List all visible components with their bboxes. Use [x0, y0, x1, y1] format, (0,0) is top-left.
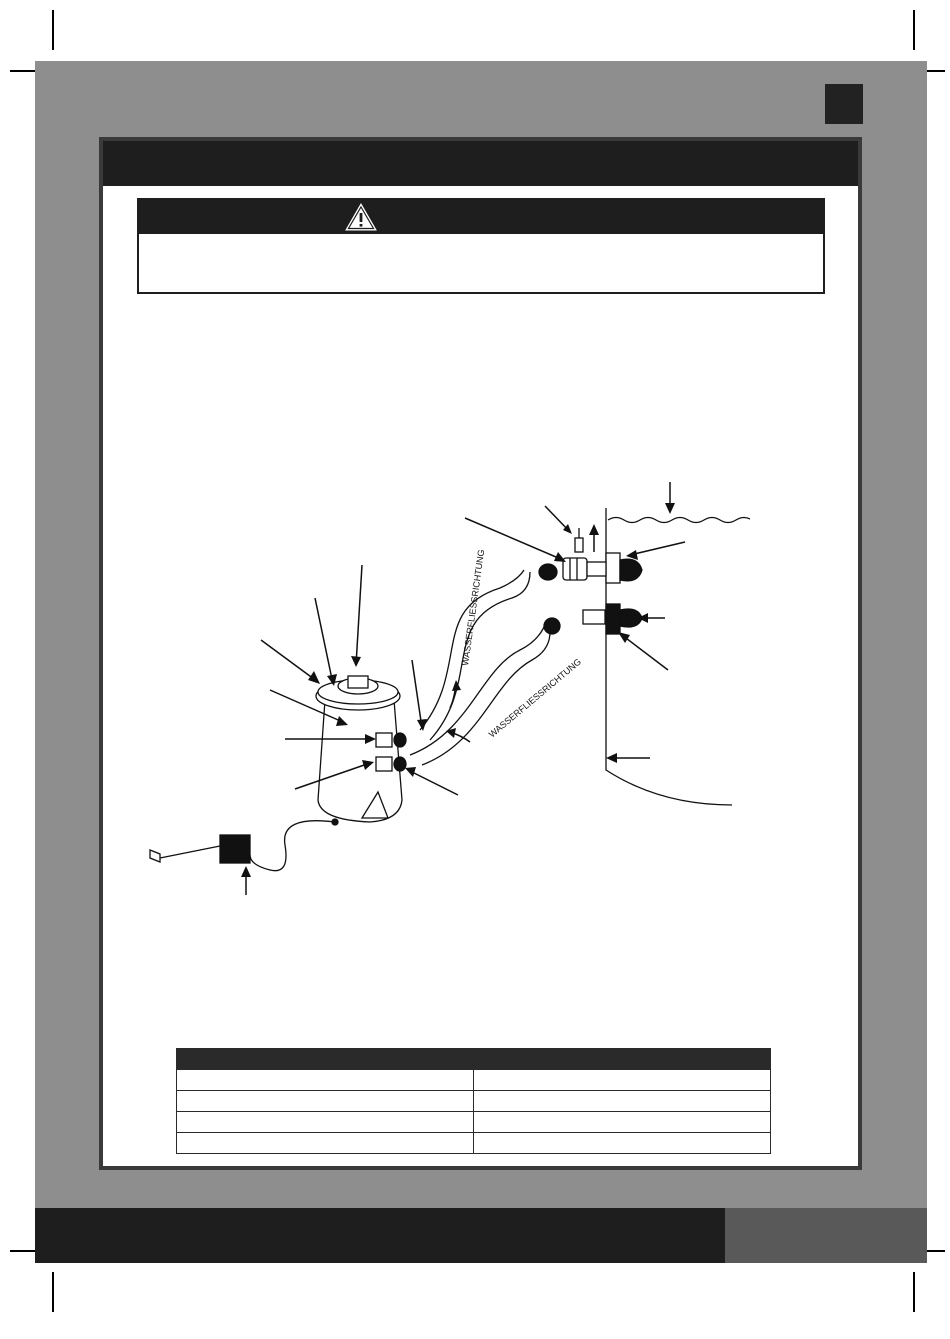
table-cell	[474, 1070, 771, 1091]
table-header-cell	[177, 1049, 474, 1070]
power-adapter	[220, 835, 250, 863]
hose-nut	[539, 564, 557, 580]
hose	[410, 622, 546, 755]
flow-direction-label: WASSERFLIESSRICHTUNG	[460, 548, 487, 667]
specs-table	[176, 1048, 771, 1154]
table-row	[177, 1112, 771, 1133]
crop-mark	[913, 1272, 915, 1312]
table-cell	[474, 1133, 771, 1154]
pump-installation-diagram	[140, 470, 750, 910]
power-cord	[250, 821, 335, 871]
table-row	[177, 1091, 771, 1112]
water-surface-line	[608, 518, 750, 523]
warning-header	[139, 200, 823, 234]
warning-text	[150, 242, 810, 286]
section-title	[103, 141, 858, 186]
table-row	[177, 1070, 771, 1091]
air-release-valve	[348, 676, 368, 688]
table-cell	[177, 1133, 474, 1154]
crop-mark	[913, 10, 915, 50]
page-number-tab	[825, 84, 863, 124]
table-header-row	[177, 1049, 771, 1070]
table-cell	[177, 1070, 474, 1091]
table-cell	[177, 1112, 474, 1133]
warning-triangle-icon	[344, 202, 378, 232]
footer-bar	[35, 1208, 725, 1263]
table-header-cell	[474, 1049, 771, 1070]
table-cell	[474, 1091, 771, 1112]
plug	[150, 850, 160, 862]
crop-mark	[52, 10, 54, 50]
table-row	[177, 1133, 771, 1154]
hose-nut	[544, 618, 560, 634]
inlet-fitting	[583, 604, 642, 634]
table-cell	[474, 1112, 771, 1133]
pool-wall	[606, 508, 732, 805]
crop-mark	[52, 1272, 54, 1312]
footer-right-block	[725, 1208, 927, 1263]
flow-direction-label: WASSERFLIESSRICHTUNG	[486, 656, 584, 740]
table-cell	[177, 1091, 474, 1112]
